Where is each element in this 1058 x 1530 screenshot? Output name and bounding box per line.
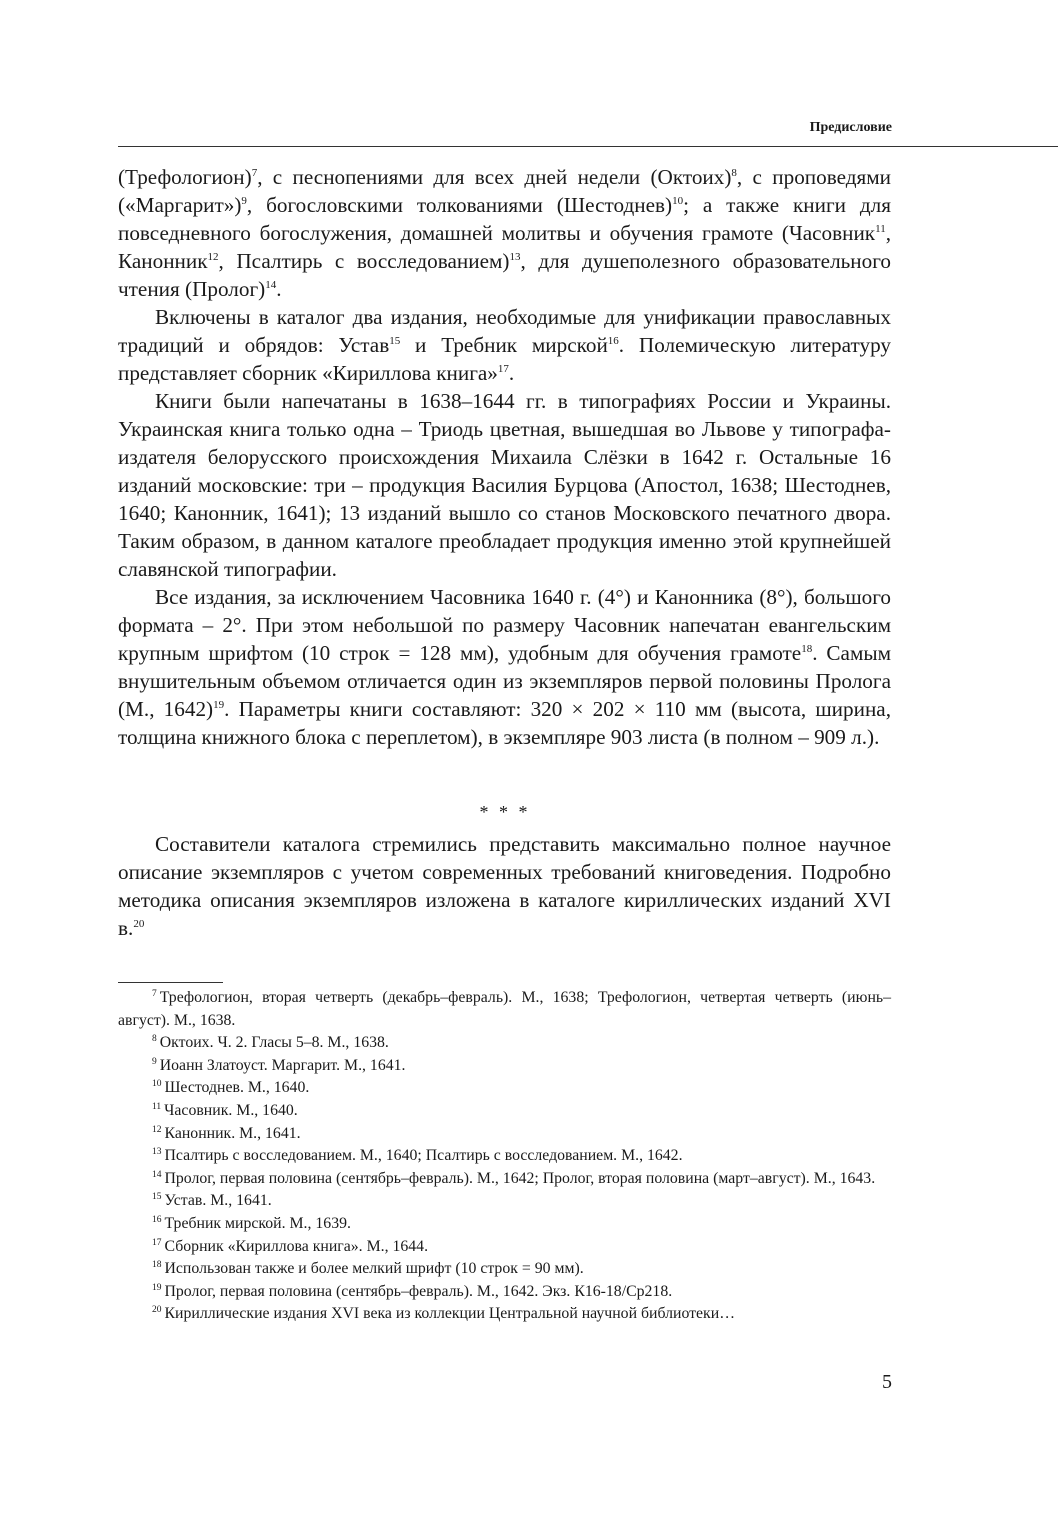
footnote-text: Сборник «Кириллова книга». М., 1644. [164, 1237, 429, 1255]
footnote-number: 14 [152, 1169, 162, 1180]
footnote-number: 19 [152, 1282, 162, 1293]
footnote-ref[interactable]: 17 [497, 363, 509, 375]
footnote-text: Пролог, первая половина (сентябрь–февраль). М., 1642; Пролог, вторая половина (март–август). М., 1643. [164, 1169, 876, 1187]
footnote-number: 15 [152, 1192, 162, 1203]
main-text-after-break [118, 830, 891, 942]
footnote [118, 1145, 891, 1168]
footnote [118, 1168, 891, 1191]
footnote [118, 1077, 891, 1100]
footnote-text: Устав. М., 1641. [164, 1192, 272, 1210]
footnote-text: Канонник. М., 1641. [164, 1124, 301, 1142]
paragraph: Составители каталога стремились представить максимально полное научное описание экземпляров с учетом современных требований книговедения. Подробно методика описания экземпляров изложена в каталоге кириллических изданий XVI в.$^{20}$ [118, 832, 891, 940]
footnote [118, 1236, 891, 1259]
paragraph: Книги были напечатаны в 1638–1644 гг. в типографиях России и Украины. Украинская книга только одна – Триодь цветная, вышедшая во Львове у типографа-издателя белорусского происхождения Михаила Слёзки в 1642 г. Остальные 16 изданий московские: три – продукция Василия Бурцова (Апостол, 1638; Шестоднев, 1640; Канонник, 1641); 13 изданий вышло со станов Московского печатного двора. Таким образом, в данном каталоге преобладает продукция именно этой крупнейшей славянской типографии. [118, 389, 891, 581]
main-text [118, 163, 891, 751]
paragraph: (Трефологион)$^7$, с песнопениями для всех дней недели (Октоих)$^8$, с проповедями («Маргарит»)$^9$, богословскими толкованиями (Шестоднев)$^{10}$; а также книги для повседневного богослужения, домашней молитвы и обучения грамоте (Часовник$^{11}$, Канонник$^{12}$, Псалтирь с восследованием)$^{13}$, для душеполезного образовательного чтения (Пролог)$^{14}$. [118, 165, 891, 301]
footnote-text: Октоих. Ч. 2. Гласы 5–8. М., 1638. [159, 1034, 389, 1052]
footnote-text: Иоанн Златоуст. Маргарит. М., 1641. [159, 1056, 406, 1074]
footnote-ref[interactable]: 16 [607, 335, 619, 347]
footnote-text: Кириллические издания XVI века из коллекции Центральной научной библиотеки… [164, 1305, 735, 1323]
footnote-text: Использован также и более мелкий шрифт (10 строк = 90 мм). [164, 1260, 584, 1278]
footnote-text: Псалтирь с восследованием. М., 1640; Псалтирь с восследованием. М., 1642. [164, 1147, 683, 1165]
footnote [118, 1032, 891, 1055]
page-number: 5 [882, 1371, 892, 1393]
footnote-ref[interactable]: 14 [265, 279, 277, 291]
running-header: Предисловие [809, 120, 892, 135]
footnote-ref[interactable]: 13 [509, 251, 521, 263]
footnote-number: 10 [152, 1079, 162, 1090]
footnote [118, 987, 891, 1032]
footnote-number: 9 [152, 1056, 157, 1067]
footnote-ref[interactable]: 19 [213, 699, 225, 711]
footnote [118, 1281, 891, 1304]
footnote [118, 1190, 891, 1213]
footnote-number: 16 [152, 1214, 162, 1225]
footnote-ref[interactable]: 10 [672, 195, 684, 207]
paragraph: Все издания, за исключением Часовника 1640 г. (4°) и Канонника (8°), большого формата – 2°. При этом небольшой по размеру Часовник напечатан евангельским крупным шрифтом (10 строк = 128 мм), удобным для обучения грамоте$^{18}$. Самым внушительным объемом отличается один из экземпляров первой половины Пролога (М., 1642)$^{19}$. Параметры книги составляют: 320 × 202 × 110 мм (высота, ширина, толщина книжного блока с переплетом), в экземпляре 903 листа (в полном – 909 л.). [118, 585, 892, 749]
footnote-text: Часовник. М., 1640. [164, 1101, 298, 1119]
footnote [118, 1213, 891, 1236]
footnote-text: Пролог, первая половина (сентябрь–февраль). М., 1642. Экз. К16-18/Ср218. [164, 1282, 673, 1300]
footnote-number: 17 [152, 1237, 162, 1248]
footnotes [118, 987, 891, 1326]
footnote-number: 7 [152, 989, 157, 999]
footnote-rule [118, 982, 223, 983]
footnote-number: 11 [152, 1101, 162, 1112]
footnote-number: 20 [152, 1305, 162, 1316]
footnote-number: 12 [152, 1124, 162, 1135]
footnote-ref[interactable]: 11 [875, 223, 886, 235]
footnote-text: Шестоднев. М., 1640. [164, 1079, 310, 1097]
footnote-text: Требник мирской. М., 1639. [164, 1214, 351, 1232]
section-break: * * * [479, 802, 531, 822]
footnote-number: 18 [152, 1260, 162, 1271]
footnote-number: 13 [152, 1147, 162, 1158]
footnote-ref[interactable]: 7 [251, 167, 258, 179]
header-rule [118, 146, 1058, 147]
footnote-ref[interactable]: 8 [731, 167, 737, 179]
footnote-text: Трефологион, вторая четверть (декабрь–февраль). М., 1638; Трефологион, четвертая четверть (июнь–август). М., 1638. [118, 989, 891, 1029]
footnote-ref[interactable]: 9 [241, 195, 247, 207]
footnote [118, 1055, 891, 1078]
footnote [118, 1303, 891, 1326]
footnote [118, 1258, 891, 1281]
footnote-ref[interactable]: 15 [389, 335, 401, 347]
footnote-ref[interactable]: 20 [133, 918, 145, 930]
footnote-number: 8 [152, 1034, 157, 1045]
footnote-ref[interactable]: 18 [801, 643, 813, 655]
footnote [118, 1100, 891, 1123]
footnote-ref[interactable]: 12 [207, 251, 219, 263]
paragraph: Включены в каталог два издания, необходимые для унификации православных традиций и обрядов: Устав$^{15}$ и Требник мирской$^{16}$. Полемическую литературу представляет сборник «Кириллова книга»$^{17}$. [118, 305, 891, 385]
footnote [118, 1123, 891, 1146]
